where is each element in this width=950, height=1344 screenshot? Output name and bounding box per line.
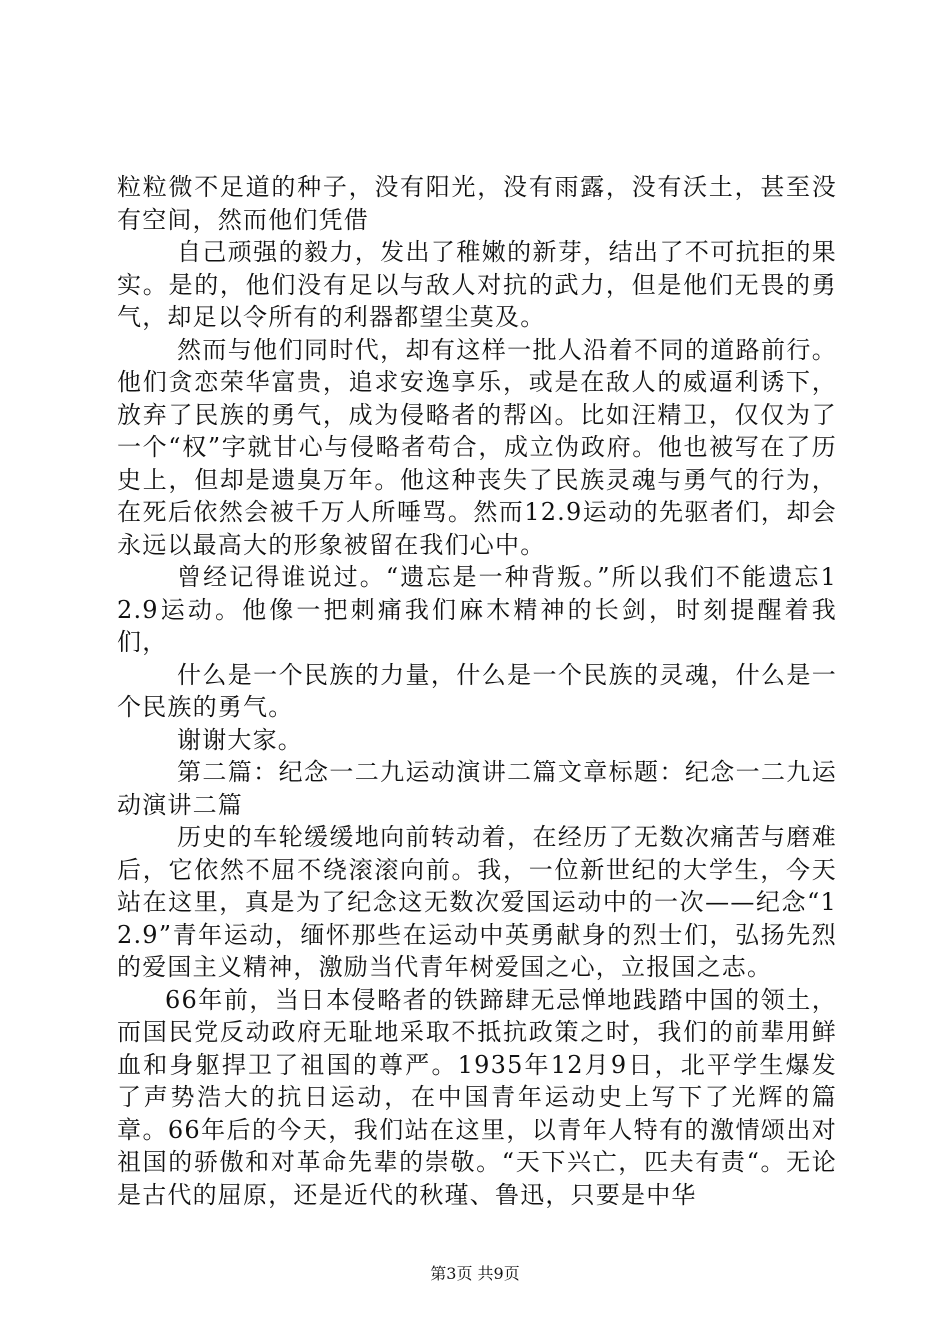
paragraph-6: 谢谢大家。 — [177, 725, 303, 754]
paragraph-1: 粒粒微不足道的种子，没有阳光，没有雨露，没有沃土，甚至没有空间，然而他们凭借 — [117, 173, 837, 234]
section-heading: 第二篇：纪念一二九运动演讲二篇文章标题：纪念一二九运动演讲二篇 — [117, 758, 837, 819]
paragraph-4: 曾经记得谁说过。“遗忘是一种背叛。”所以我们不能遗忘12.9运动。他像一把刺痛我们麻木精神的长剑，时刻提醒着我们， — [117, 563, 837, 656]
paragraph-8: 66年前，当日本侵略者的铁蹄肆无忌惮地践踏中国的领土，而国民党反动政府无耻地采取不抵抗政策之时，我们的前辈用鲜血和身躯捍卫了祖国的尊严。1935年12月9日，北平学生爆发了声势浩大的抗日运动，在中国青年运动史上写下了光辉的篇章。66年后的今天，我们站在这里，以青年人特有的激情颂出对祖国的骄傲和对革命先辈的崇敬。“天下兴亡，匹夫有责“。无论是古代的屈原，还是近代的秋瑾、鲁迅，只要是中华 — [117, 985, 837, 1209]
paragraph-7: 历史的车轮缓缓地向前转动着，在经历了无数次痛苦与磨难后，它依然不屈不绕滚滚向前。我，一位新世纪的大学生，今天站在这里，真是为了纪念这无数次爱国运动中的一次——纪念“12.9”青年运动，缅怀那些在运动中英勇献身的烈士们，弘扬先烈的爱国主义精神，激励当代青年树爱国之心，立报国之志。 — [117, 823, 837, 981]
paragraph-3: 然而与他们同时代，却有这样一批人沿着不同的道路前行。他们贪恋荣华富贵，追求安逸享乐，或是在敌人的威逼利诱下，放弃了民族的勇气，成为侵略者的帮凶。比如汪精卫，仅仅为了一个“权”字就甘心与侵略者苟合，成立伪政府。他也被写在了历史上，但却是遗臭万年。他这种丧失了民族灵魂与勇气的行为，在死后依然会被千万人所唾骂。然而12.9运动的先驱者们，却会永远以最高大的形象被留在我们心中。 — [117, 335, 837, 559]
document-body — [117, 171, 837, 1211]
page-number-footer: 第3页 共9页 — [430, 1264, 520, 1283]
paragraph-2: 自己顽强的毅力，发出了稚嫩的新芽，结出了不可抗拒的果实。是的，他们没有足以与敌人对抗的武力，但是他们无畏的勇气，却足以令所有的利器都望尘莫及。 — [117, 238, 837, 331]
paragraph-5: 什么是一个民族的力量，什么是一个民族的灵魂，什么是一个民族的勇气。 — [117, 660, 837, 721]
